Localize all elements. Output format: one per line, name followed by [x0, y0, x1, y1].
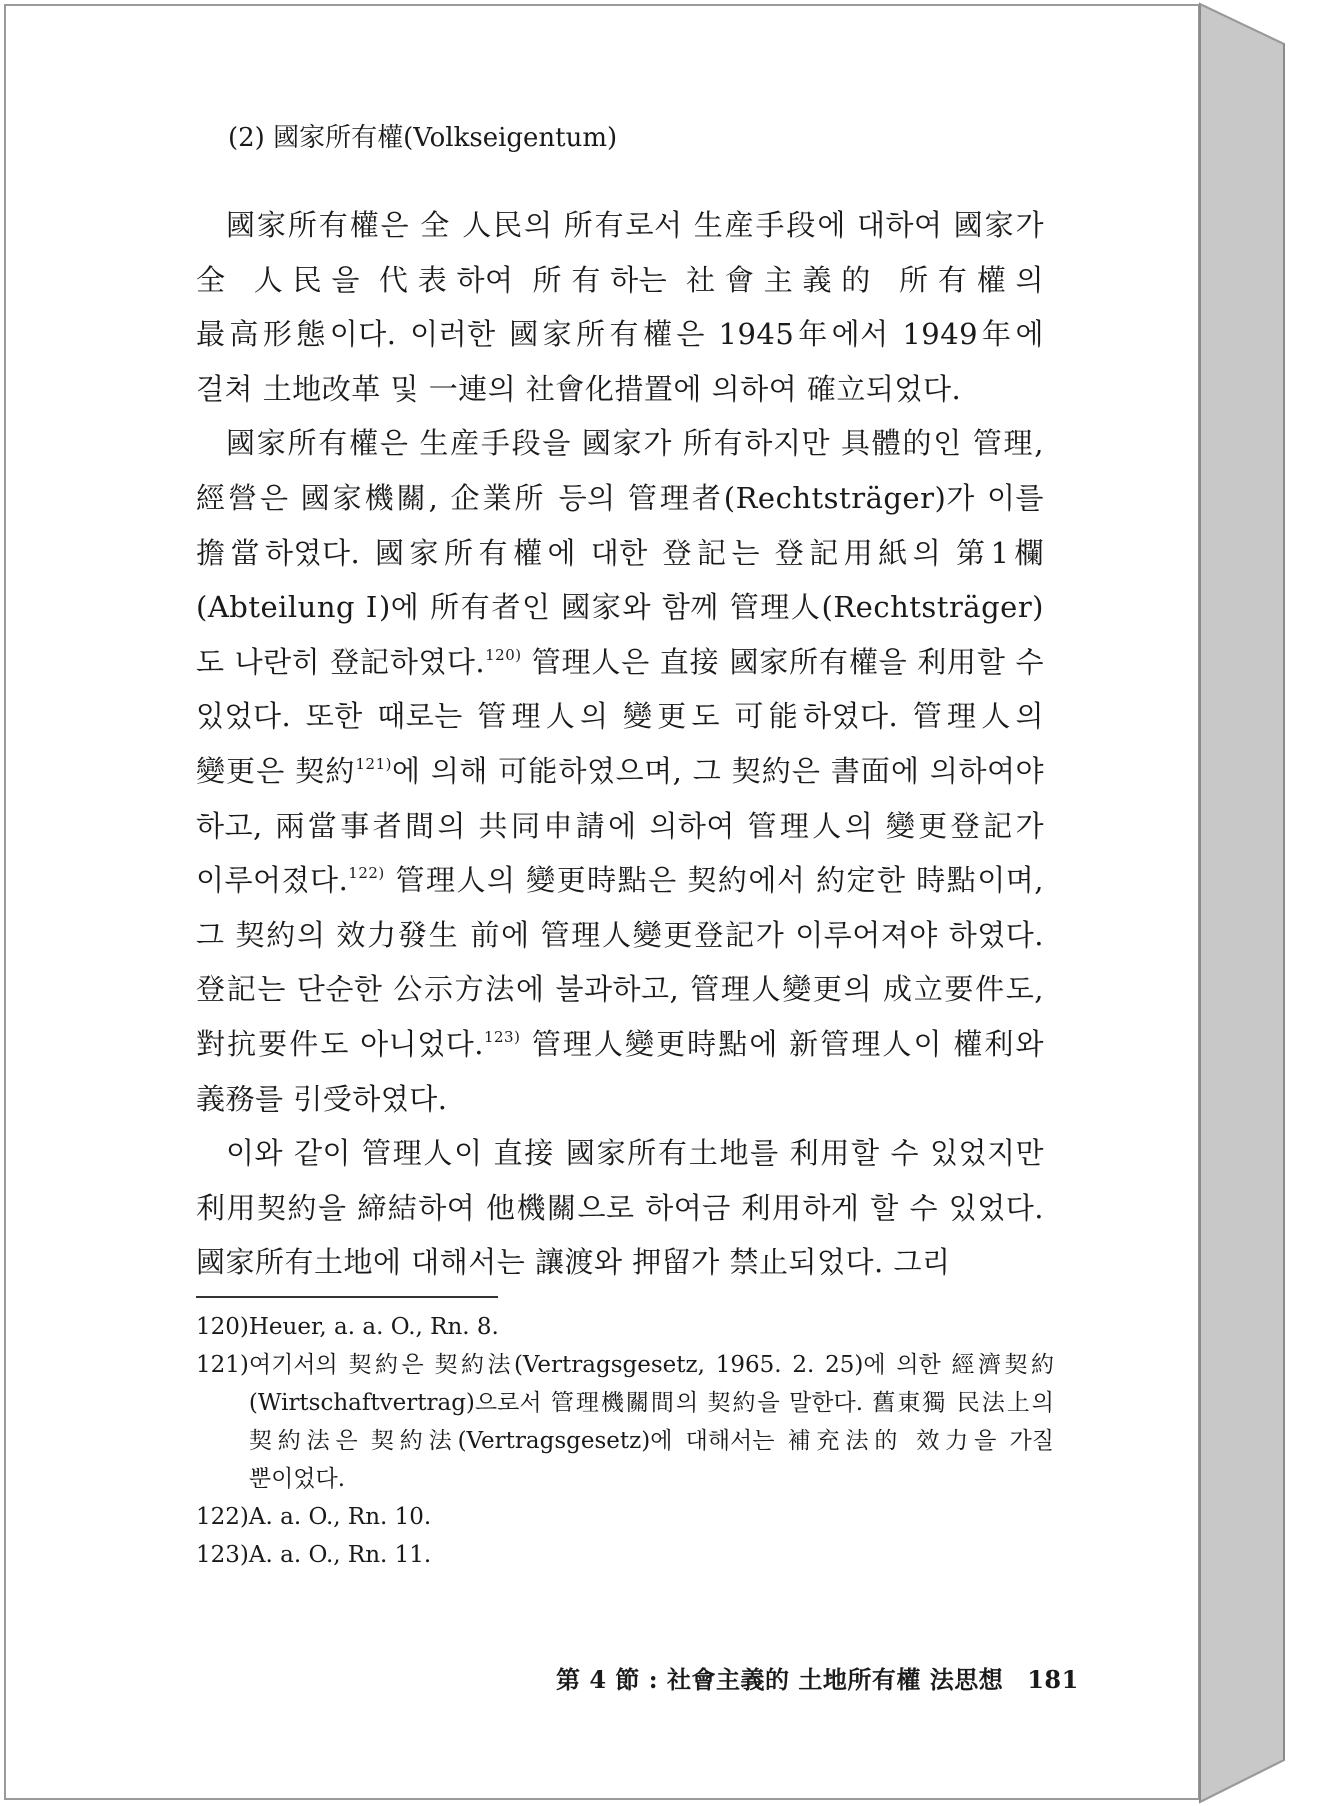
footnote-122	[196, 1498, 1054, 1536]
footnote-ref-122[interactable]: 122)	[348, 864, 385, 883]
footnote-number: 123)	[196, 1542, 249, 1568]
paragraph-1-text: 國家所有權은 全 人民의 所有로서 生産手段에 대하여 國家가 全 人民을 代表하여 所有하는 社會主義的 所有權의 最高形態이다. 이러한 國家所有權은 1945年에서 1949年에 걸쳐 土地改革 및 一連의 社會化措置에 의하여 確立되었다.	[196, 208, 1044, 406]
footnote-text: A. a. O., Rn. 11.	[248, 1542, 432, 1568]
footnote-text: Heuer, a. a. O., Rn. 8.	[248, 1314, 499, 1340]
footnote-120	[196, 1308, 1054, 1346]
footnote-ref-120[interactable]: 120)	[485, 645, 522, 664]
paragraph-2-text-c: 에 의해 可能하였으며, 그 契約은 書面에 의하여야 하고, 兩當事者間의 共同申請에 의하여 管理人의 變更登記가 이루어졌다.	[196, 753, 1044, 898]
footnote-text: A. a. O., Rn. 10.	[248, 1504, 432, 1530]
footnote-text: 여기서의 契約은 契約法(Vertragsgesetz, 1965. 2. 25)에 의한 經濟契約(Wirtschaftvertrag)으로서 管理機關間의 契約을 말한다. 舊東獨 民法上의 契約法은 契約法(Vertragsgesetz)에 대해서는 補充法的 效力을 가질 뿐이었다.	[248, 1352, 1054, 1492]
paragraph-2	[196, 416, 1044, 1126]
footnote-number: 121)	[196, 1352, 249, 1378]
paragraph-3	[196, 1126, 1044, 1290]
book-page	[4, 4, 1200, 1800]
running-title: 第 4 節 : 社會主義的 土地所有權 法思想	[556, 1665, 1004, 1694]
footnote-ref-121[interactable]: 121)	[355, 754, 392, 773]
paragraph-3-text: 이와 같이 管理人이 直接 國家所有土地를 利用할 수 있었지만 利用契約을 締結하여 他機關으로 하여금 利用하게 할 수 있었다. 國家所有土地에 대해서는 讓渡와 押留가 禁止되었다. 그리	[196, 1136, 1044, 1280]
body-text	[196, 198, 1044, 1290]
section-heading: (2) 國家所有權(Volkseigentum)	[228, 123, 618, 153]
footnote-ref-123[interactable]: 123)	[483, 1027, 521, 1046]
footnote-separator	[196, 1296, 498, 1298]
paragraph-1	[196, 198, 1044, 416]
footnote-number: 120)	[196, 1314, 249, 1340]
page-number: 181	[1027, 1665, 1079, 1694]
footnote-123	[196, 1536, 1054, 1574]
paragraph-2-text-e: 管理人變更時點에 新管理人이 權利와 義務를 引受하였다.	[196, 1026, 1044, 1116]
paragraph-2-text-d: 管理人의 變更時點은 契約에서 約定한 時點이며, 그 契約의 效力發生 前에 管理人變更登記가 이루어져야 하였다. 登記는 단순한 公示方法에 불과하고, 管理人變更의 成立要件도, 對抗要件도 아니었다.	[196, 863, 1044, 1061]
footnote-121	[196, 1346, 1054, 1498]
paragraph-2-text-a: 國家所有權은 生産手段을 國家가 所有하지만 具體的인 管理, 經營은 國家機關, 企業所 등의 管理者(Rechtsträger)가 이를 擔當하였다. 國家所有權에 대한 登記는 登記用紙의 第1欄(Abteilung Ⅰ)에 所有者인 國家와 함께 管理人(Rechtsträger)도 나란히 登記하였다.	[196, 426, 1044, 679]
paragraph-2-text-b: 管理人은 直接 國家所有權을 利用할 수 있었다. 또한 때로는 管理人의 變更도 可能하였다. 管理人의 變更은 契約	[196, 644, 1044, 788]
footnotes	[196, 1308, 1054, 1574]
footnote-number: 122)	[196, 1504, 249, 1530]
running-footer	[556, 1660, 1079, 1695]
